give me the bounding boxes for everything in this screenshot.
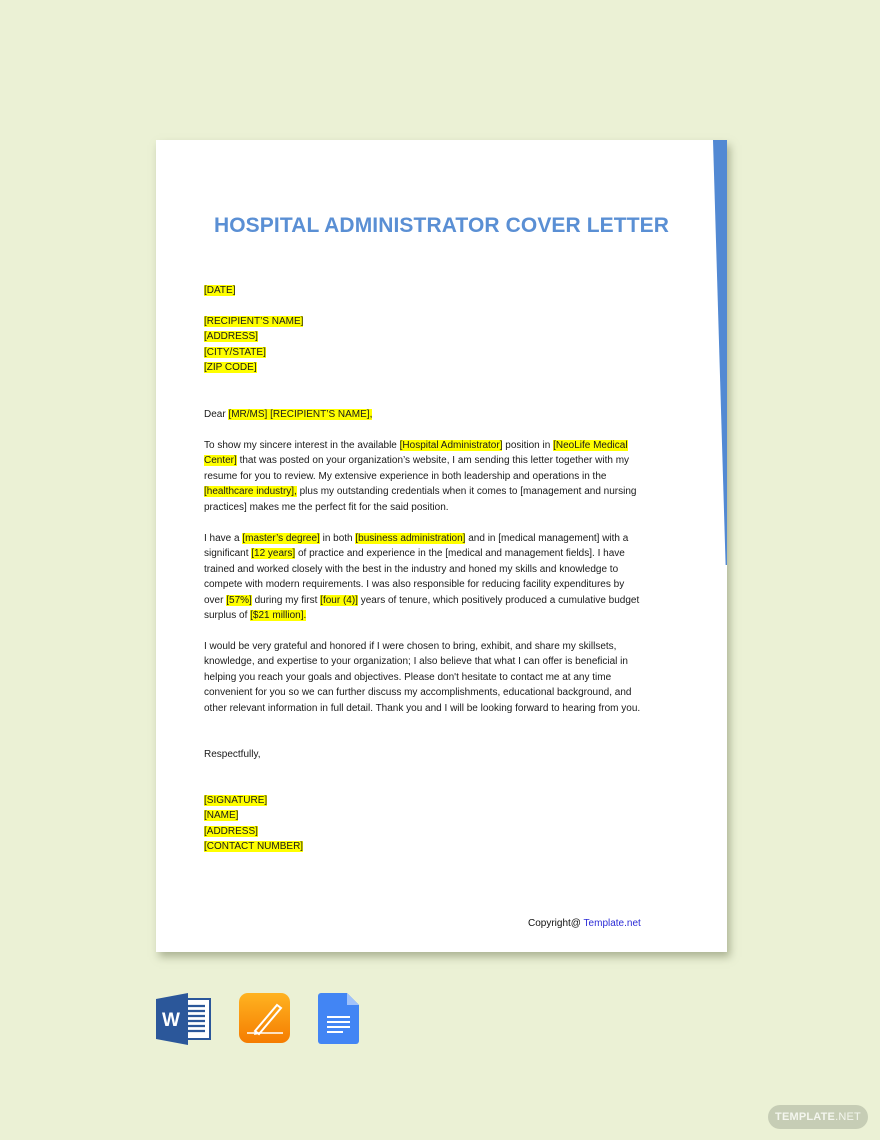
salutation-placeholder: [MR/MS] [RECIPIENT’S NAME], [228, 409, 373, 420]
watermark-bold: TEMPLATE [775, 1111, 836, 1123]
template-net-watermark [768, 1105, 868, 1129]
recipient-address: [ADDRESS] [204, 331, 258, 343]
company-placeholder: [NeoLife Medical [553, 440, 628, 451]
svg-text:W: W [162, 1010, 180, 1031]
text: surplus of [204, 610, 251, 622]
recipient-block [204, 314, 674, 376]
signature-placeholder: [SIGNATURE] [204, 795, 268, 806]
recipient-name: [RECIPIENT’S NAME] [204, 316, 304, 327]
text: resume for you to review. My extensive experience in both leadership and operations in the [204, 470, 607, 482]
copyright-notice [528, 918, 641, 929]
text: and in [medical management] with a [465, 533, 629, 544]
word-icon[interactable] [156, 993, 212, 1050]
signature-block [204, 793, 674, 855]
date-field [204, 283, 674, 298]
copyright-prefix: Copyright@ [528, 918, 584, 929]
position-placeholder: [Hospital Administrator] [399, 440, 503, 451]
text: other relevant information in full detail. Thank you and I will be looking forward to hearing from you. [204, 702, 641, 714]
address-placeholder: [ADDRESS] [204, 825, 258, 837]
watermark-light: .NET [835, 1111, 861, 1123]
degree-placeholder: [master’s degree] [242, 533, 320, 544]
text: in both [319, 533, 356, 544]
salutation [204, 407, 674, 422]
google-docs-icon[interactable] [318, 993, 360, 1050]
paragraph-1 [204, 438, 674, 515]
salutation-prefix: Dear [204, 409, 229, 420]
text: significant [204, 548, 252, 560]
text: during my first [251, 594, 321, 606]
date-placeholder: [DATE] [204, 285, 236, 296]
text: years of tenure, which positively produced a cumulative budget [357, 594, 640, 606]
years-placeholder: [12 years] [251, 548, 296, 560]
field-placeholder: [business administration] [355, 533, 466, 544]
text: knowledge, and expertise to your organization; I also believe that what I can offer is beneficial in [204, 656, 628, 668]
company-placeholder-cont: Center] [204, 455, 237, 467]
text: over [204, 594, 227, 606]
closing: Respectfully, [204, 749, 261, 760]
document-page [156, 140, 727, 952]
text: To show my sincere interest in the available [204, 440, 400, 451]
template-net-link[interactable]: Template.net [583, 918, 641, 929]
text: compete with modern requirements. I was also responsible for reducing facility expenditures by [204, 579, 625, 591]
text: helping you reach your goals and objectives. Please don't hesitate to contact me at any time [204, 671, 612, 683]
text: I have a [204, 533, 243, 544]
text: I would be very grateful and honored if I were chosen to bring, exhibit, and share my skillsets, [204, 641, 617, 652]
text: practices] makes me the perfect fit for the said position. [204, 501, 449, 513]
text: position in [502, 440, 554, 451]
text: plus my outstanding credentials when it comes to [management and nursing [296, 486, 637, 498]
pages-icon[interactable] [239, 993, 291, 1050]
recipient-zip: [ZIP CODE] [204, 362, 257, 374]
tenure-placeholder: [four (4)] [320, 594, 358, 606]
text: convenient for you so we can further discuss my accomplishments, educational background, and [204, 687, 632, 699]
contact-number-placeholder: [CONTACT NUMBER] [204, 841, 304, 853]
document-title: HOSPITAL ADMINISTRATOR COVER LETTER [213, 214, 669, 237]
text: of practice and experience in the [medical and management fields]. I have [295, 548, 625, 560]
paragraph-2 [204, 531, 674, 623]
percent-placeholder: [57%] [226, 594, 252, 606]
amount-placeholder: [$21 million]. [250, 610, 307, 622]
text: that was posted on your organization’s website, I am sending this letter together with my [236, 455, 630, 467]
industry-placeholder: [healthcare industry], [204, 486, 297, 498]
name-placeholder: [NAME] [204, 810, 239, 822]
text: trained and worked closely with the best in the industry and honed my skills and knowledge to [204, 563, 619, 575]
paragraph-3 [204, 639, 674, 716]
recipient-city-state: [CITY/STATE] [204, 346, 266, 358]
